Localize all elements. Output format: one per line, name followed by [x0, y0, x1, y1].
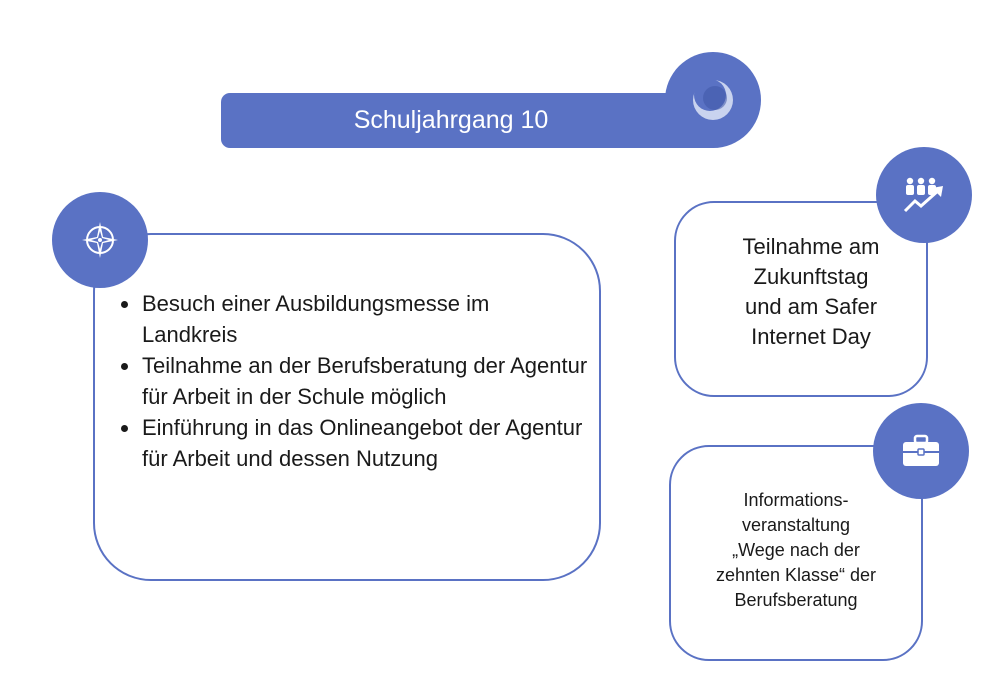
text-line: Internet Day [751, 324, 871, 349]
text-line: und am Safer [744, 294, 878, 319]
bottom-icon-circle [873, 403, 969, 499]
activities-list [118, 289, 588, 475]
header-icon-circle [665, 52, 761, 148]
compass-icon [80, 220, 120, 260]
text-line: Berufsberatung [734, 590, 858, 610]
top-icon-circle [876, 147, 972, 243]
main-icon-circle [52, 192, 148, 288]
text-line: Teilnahme am [742, 234, 880, 259]
page-title: Schuljahrgang 10 [353, 106, 549, 134]
title-bar [221, 93, 721, 148]
briefcase-icon [901, 434, 941, 468]
people-growth-icon [901, 175, 947, 215]
text-line: zehnten Klasse“ der [715, 565, 877, 585]
list-item: Besuch einer Ausbildungsmesse im Landkreis [118, 289, 588, 350]
zukunftstag-text [700, 232, 922, 352]
infoveranstaltung-text [676, 488, 916, 613]
text-line: Zukunftstag [753, 264, 869, 289]
list-item: Teilnahme an der Berufsberatung der Agentur für Arbeit in der Schule möglich [118, 351, 588, 412]
list-item: Einführung in das Onlineangebot der Agentur für Arbeit und dessen Nutzung [118, 413, 588, 474]
text-line: veranstaltung [741, 515, 851, 535]
text-line: Informations- [743, 490, 849, 510]
text-line: „Wege nach der [732, 540, 860, 560]
ring-logo-icon [685, 72, 741, 128]
